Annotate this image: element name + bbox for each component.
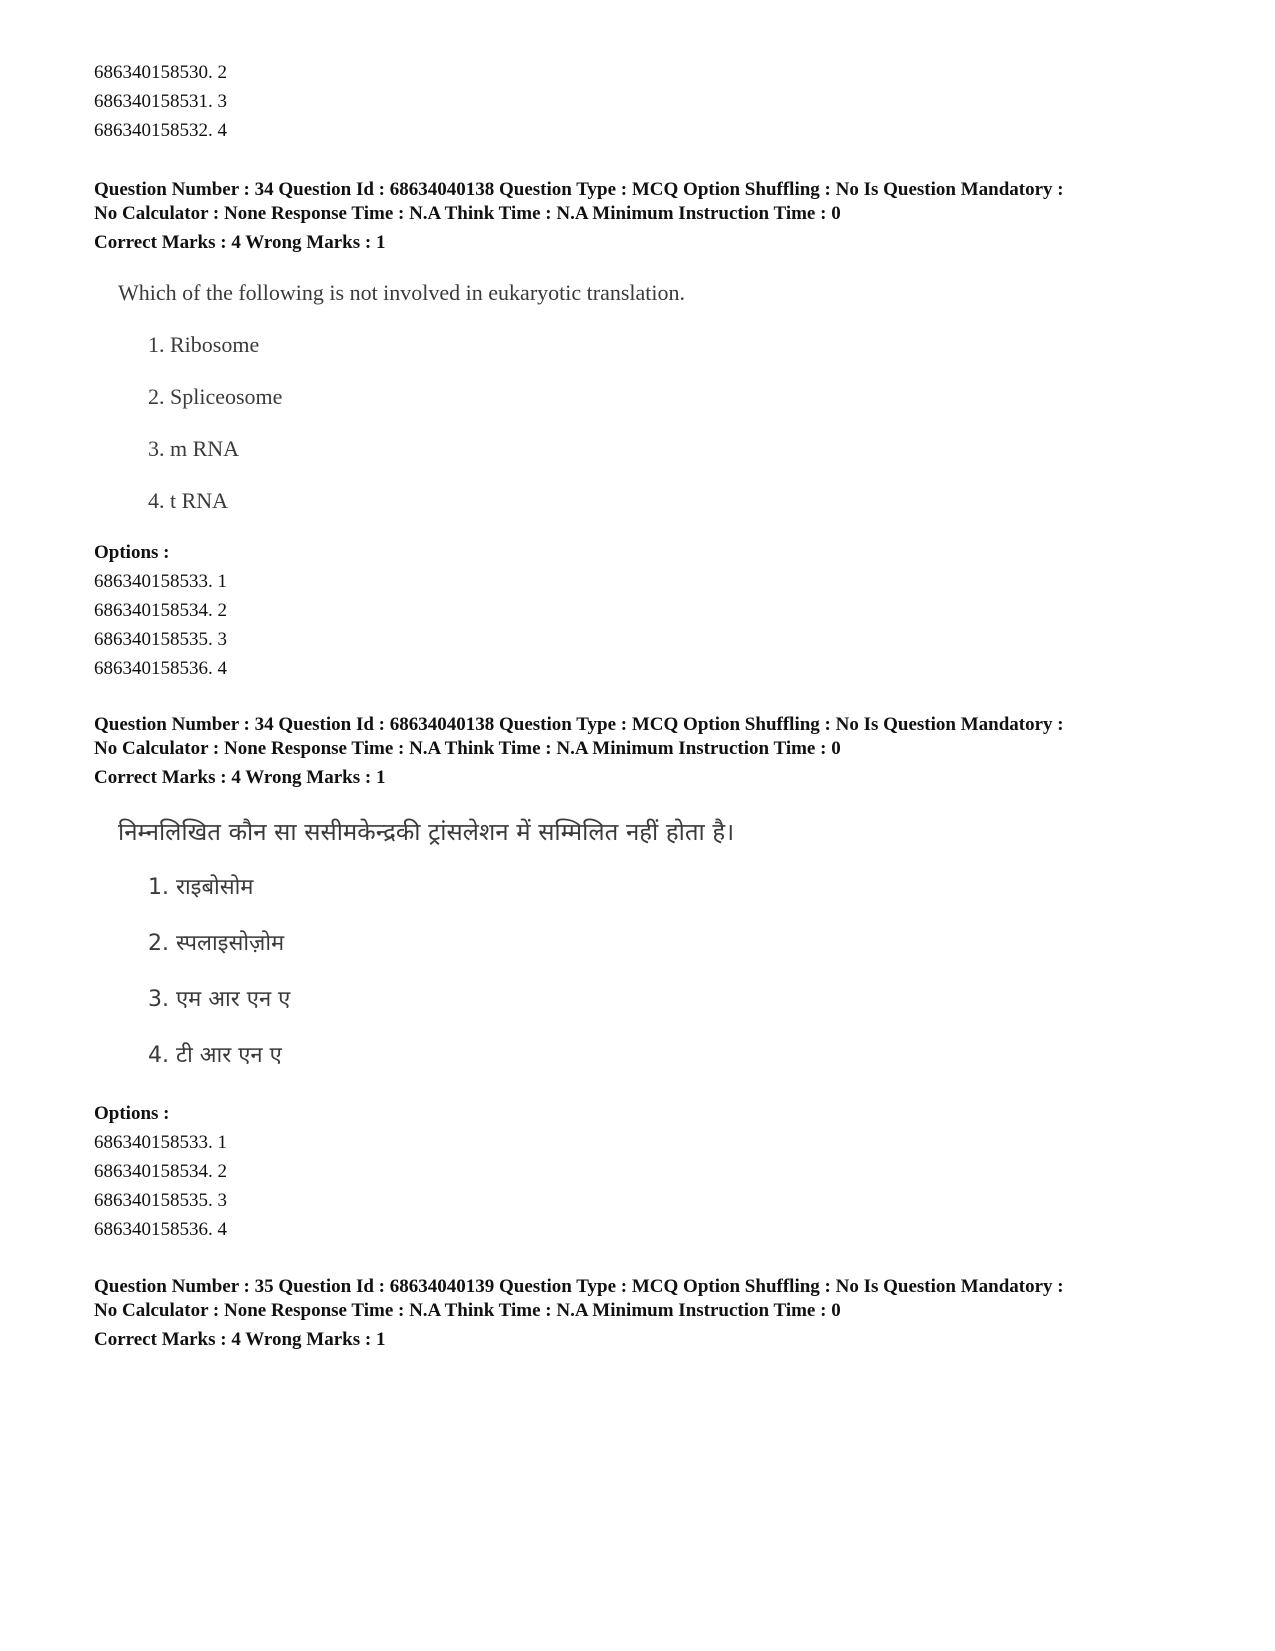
question-marks: Correct Marks : 4 Wrong Marks : 1 xyxy=(94,232,386,253)
option-line: 686340158531. 3 xyxy=(94,91,227,112)
question-34-en-options xyxy=(94,538,1214,683)
question-text: Which of the following is not involved in eukaryotic translation. xyxy=(118,280,685,305)
choice-2: 2. Spliceosome xyxy=(148,384,283,409)
choice-1: 1. राइबोसोम xyxy=(148,875,254,900)
question-meta-line-1: Question Number : 34 Question Id : 68634040138 Question Type : MCQ Option Shuffling : No Is Question Mandatory : xyxy=(94,179,1064,200)
option-line: 686340158535. 3 xyxy=(94,629,227,650)
question-meta-line-1: Question Number : 35 Question Id : 68634040139 Question Type : MCQ Option Shuffling : No Is Question Mandatory : xyxy=(94,1276,1064,1297)
option-line: 686340158532. 4 xyxy=(94,120,227,141)
question-34-en-header xyxy=(94,178,1214,257)
choice-4: 4. t RNA xyxy=(148,488,229,513)
question-34-hi-body xyxy=(118,816,918,1072)
question-meta-line-1: Question Number : 34 Question Id : 68634040138 Question Type : MCQ Option Shuffling : No Is Question Mandatory : xyxy=(94,714,1064,735)
question-35-header xyxy=(94,1275,1214,1354)
choice-1: 1. Ribosome xyxy=(148,332,260,357)
option-line: 686340158530. 2 xyxy=(94,62,227,83)
option-line: 686340158534. 2 xyxy=(94,600,227,621)
question-34-hi-header xyxy=(94,713,1214,792)
question-marks: Correct Marks : 4 Wrong Marks : 1 xyxy=(94,767,386,788)
option-line: 686340158536. 4 xyxy=(94,658,227,679)
choice-4: 4. टी आर एन ए xyxy=(148,1043,282,1068)
options-label: Options : xyxy=(94,542,170,563)
choice-3: 3. एम आर एन ए xyxy=(148,987,291,1012)
question-meta-line-2: No Calculator : None Response Time : N.A Think Time : N.A Minimum Instruction Time : 0 xyxy=(94,1300,841,1321)
previous-question-options xyxy=(94,58,1214,145)
choice-2: 2. स्पलाइसोज़ोम xyxy=(148,931,285,956)
option-line: 686340158535. 3 xyxy=(94,1190,227,1211)
question-text: निम्नलिखित कौन सा ससीमकेन्द्रकी ट्रांसलेशन में सम्मिलित नहीं होता है। xyxy=(118,818,735,846)
option-line: 686340158534. 2 xyxy=(94,1161,227,1182)
option-line: 686340158536. 4 xyxy=(94,1219,227,1240)
question-34-hi-options xyxy=(94,1099,1214,1244)
question-meta-line-2: No Calculator : None Response Time : N.A Think Time : N.A Minimum Instruction Time : 0 xyxy=(94,203,841,224)
question-marks: Correct Marks : 4 Wrong Marks : 1 xyxy=(94,1329,386,1350)
choice-3: 3. m RNA xyxy=(148,436,240,461)
option-line: 686340158533. 1 xyxy=(94,571,227,592)
question-meta-line-2: No Calculator : None Response Time : N.A Think Time : N.A Minimum Instruction Time : 0 xyxy=(94,738,841,759)
option-line: 686340158533. 1 xyxy=(94,1132,227,1153)
options-label: Options : xyxy=(94,1103,170,1124)
question-34-en-body xyxy=(118,278,918,516)
